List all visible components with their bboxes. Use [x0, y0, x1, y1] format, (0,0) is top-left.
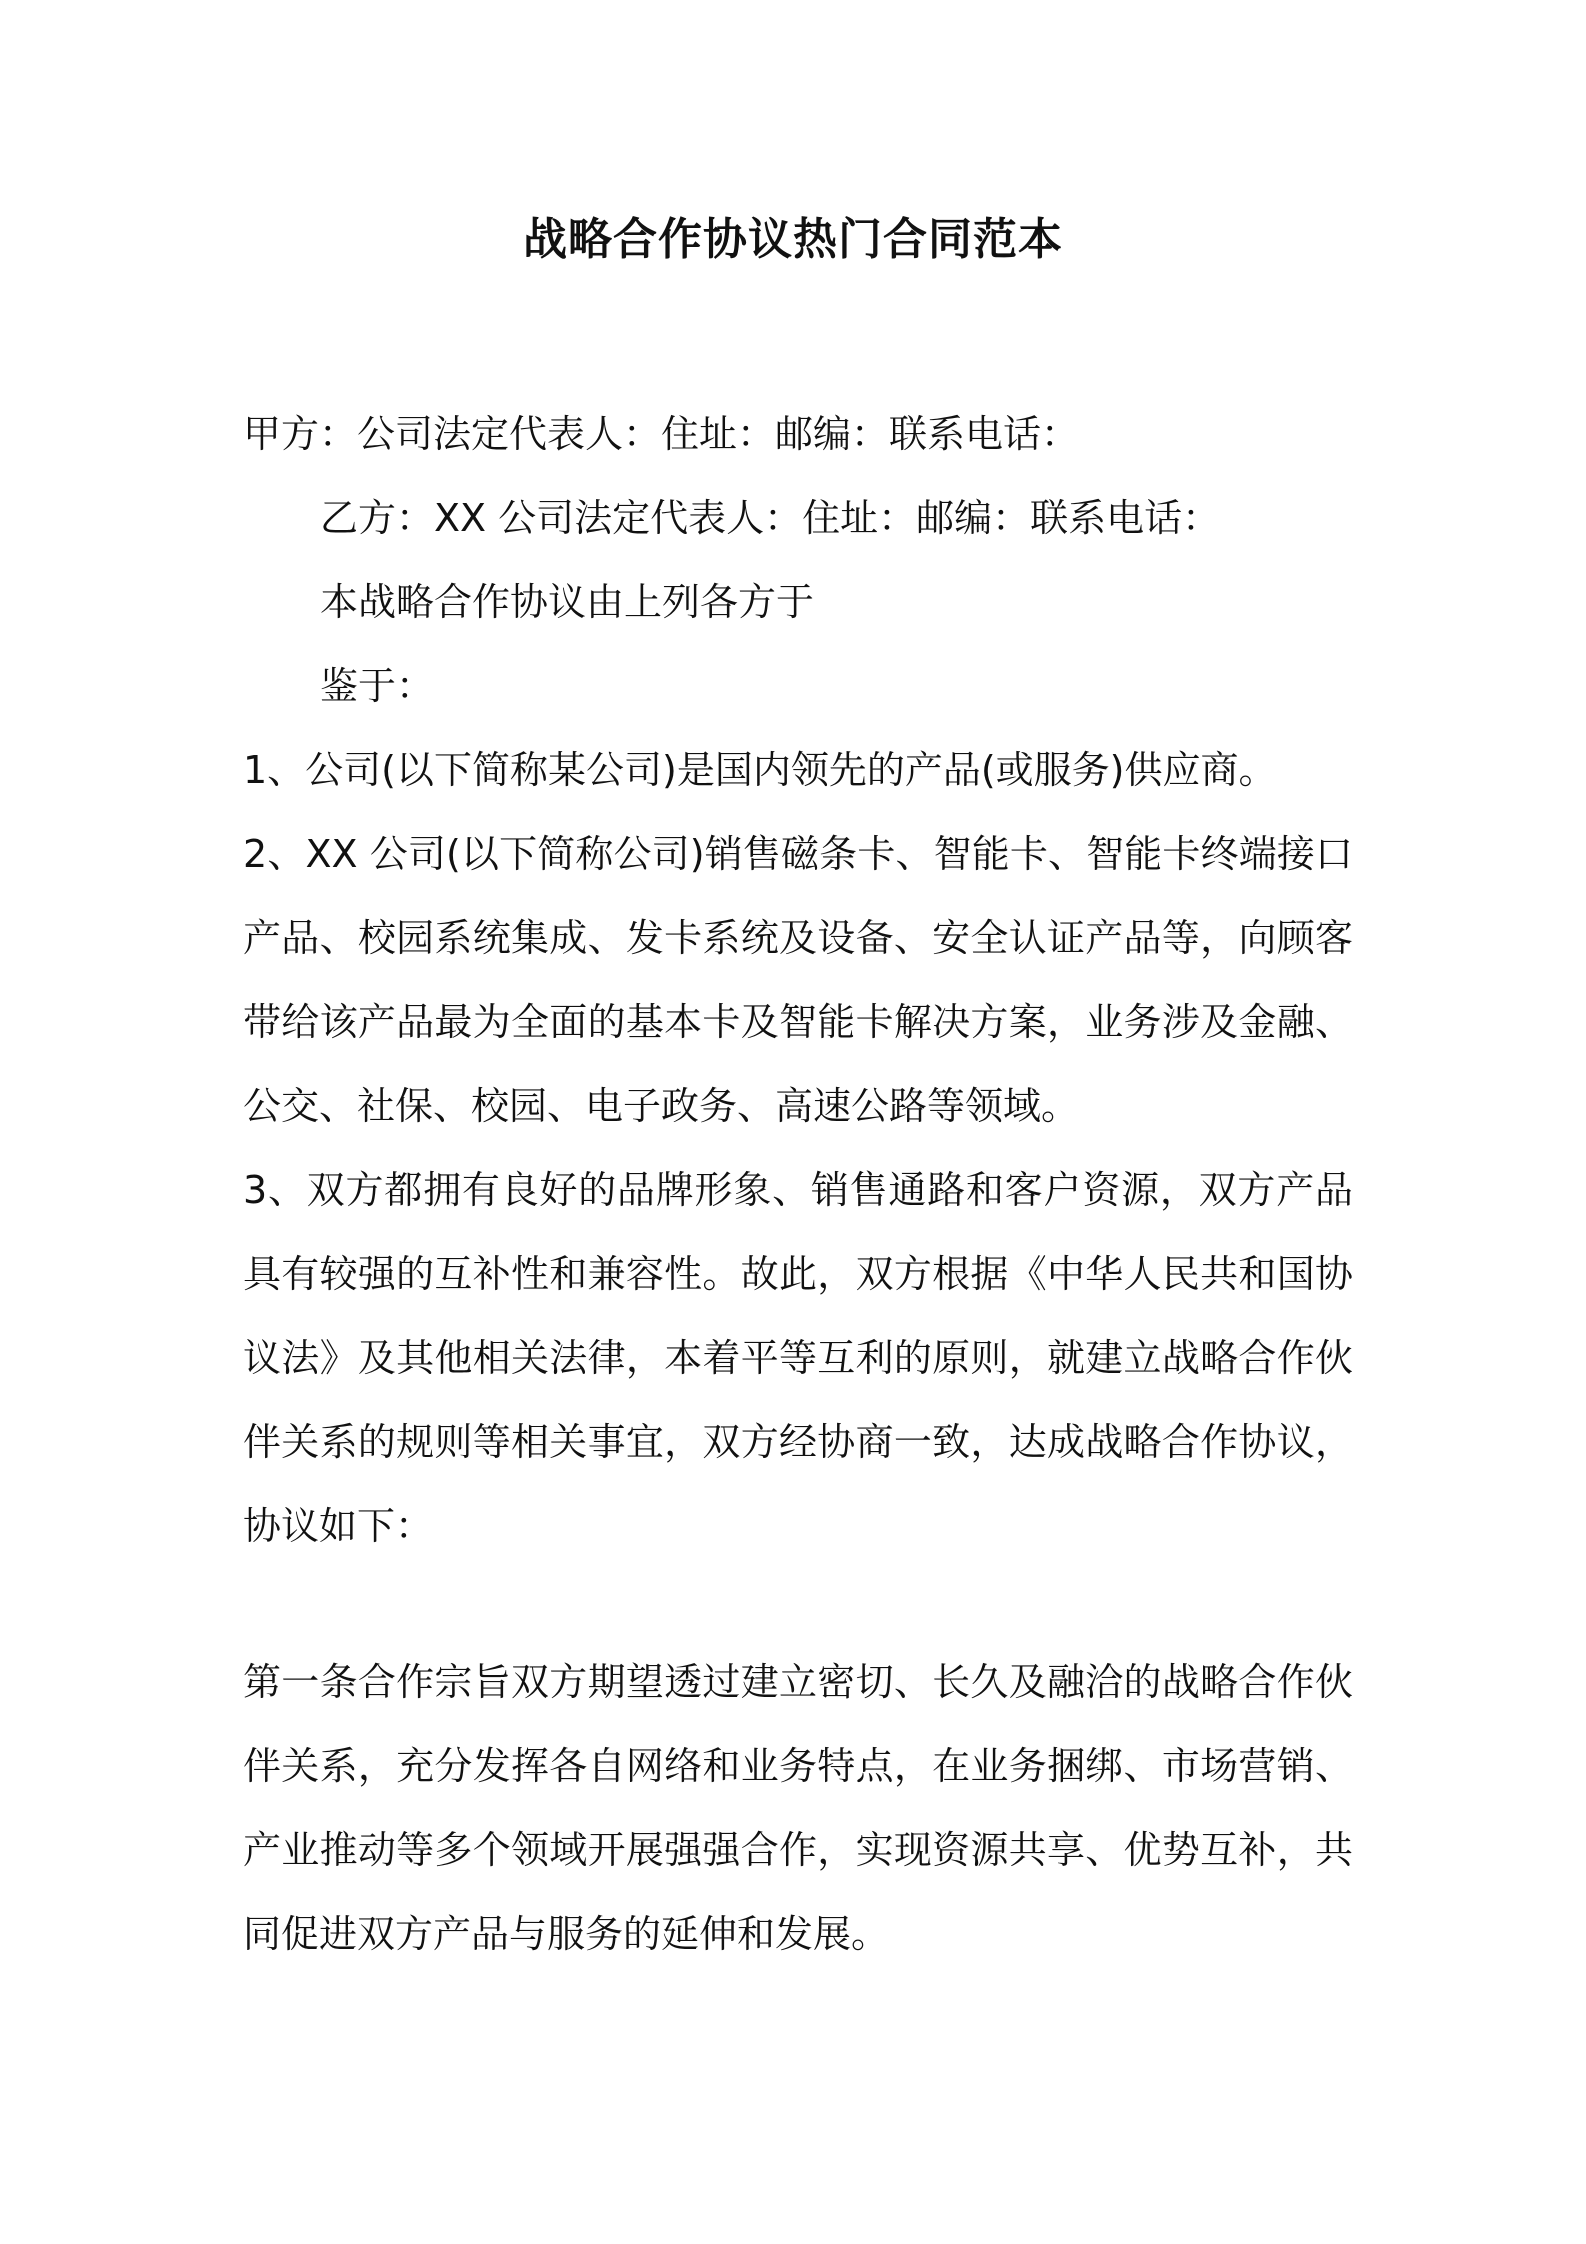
clause-1: 1、公司(以下简称某公司)是国内领先的产品(或服务)供应商。: [243, 748, 1277, 792]
whereas-line: 鉴于：: [320, 664, 435, 708]
party-a-line: 甲方：公司法定代表人：住址：邮编：联系电话：: [243, 412, 1080, 456]
intro-line: 本战略合作协议由上列各方于: [320, 580, 815, 624]
party-b-line: 乙方：XX 公司法定代表人：住址：邮编：联系电话：: [320, 496, 1221, 540]
article-block: [243, 1640, 1353, 1976]
parties-block: [243, 392, 1353, 1568]
clause-2: 2、XX 公司(以下简称公司)销售磁条卡、智能卡、智能卡终端接口产品、校园系统集成、发卡系统及设备、安全认证产品等，向顾客带给该产品最为全面的基本卡及智能卡解决方案，业务涉及金融、公交、社保、校园、电子政务、高速公路等领域。: [243, 832, 1353, 1128]
article-1: 第一条合作宗旨双方期望透过建立密切、长久及融洽的战略合作伙伴关系，充分发挥各自网络和业务特点，在业务捆绑、市场营销、产业推动等多个领域开展强强合作，实现资源共享、优势互补，共同促进双方产品与服务的延伸和发展。: [243, 1660, 1353, 1956]
document-title: 战略合作协议热门合同范本: [523, 214, 1063, 265]
clause-3: 3、双方都拥有良好的品牌形象、销售通路和客户资源，双方产品具有较强的互补性和兼容性。故此，双方根据《中华人民共和国协议法》及其他相关法律，本着平等互利的原则，就建立战略合作伙伴关系的规则等相关事宜，双方经协商一致，达成战略合作协议，协议如下：: [243, 1168, 1353, 1548]
